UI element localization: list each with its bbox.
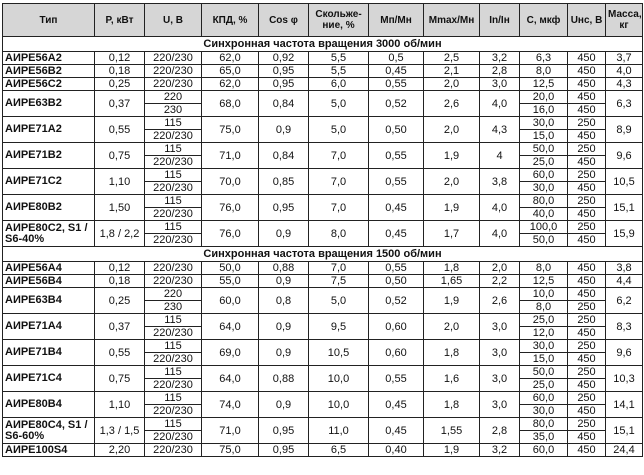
cos-phi-value: 0,9 [259, 275, 309, 288]
mass-value: 4,3 [606, 78, 643, 91]
start-torque-value: 0,45 [369, 65, 424, 78]
slip-value: 7,0 [309, 195, 369, 221]
voltage-value: 220/230 [145, 208, 202, 221]
voltage-value: 220/230 [145, 262, 202, 275]
table-body [3, 37, 643, 457]
motor-model: АИРЕ71В4 [3, 340, 95, 366]
power-value: 0,75 [95, 366, 145, 392]
slip-value: 7,5 [309, 275, 369, 288]
mass-value: 8,3 [606, 314, 643, 340]
cos-phi-value: 0,9 [259, 314, 309, 340]
voltage-value: 115 [145, 221, 202, 234]
table-row [3, 366, 643, 379]
max-torque-value: 1,9 [424, 288, 480, 314]
capacitance-value: 50,0 [520, 234, 568, 247]
mass-value: 15,1 [606, 418, 643, 444]
capacitor-voltage-value: 250 [568, 221, 606, 234]
col-header-capacitor-voltage: Uнс, В [568, 4, 606, 37]
capacitor-voltage-value: 250 [568, 169, 606, 182]
capacitor-voltage-value: 450 [568, 353, 606, 366]
start-current-value: 4,3 [480, 117, 520, 143]
mass-value: 3,8 [606, 262, 643, 275]
voltage-value: 220/230 [145, 431, 202, 444]
table-row [3, 117, 643, 130]
capacitance-value: 100,0 [520, 221, 568, 234]
mass-value: 8,9 [606, 117, 643, 143]
power-value: 2,20 [95, 444, 145, 457]
start-torque-value: 0,45 [369, 221, 424, 247]
start-torque-value: 0,45 [369, 195, 424, 221]
start-current-value: 2,0 [480, 262, 520, 275]
capacitance-value: 30,0 [520, 117, 568, 130]
mass-value: 6,2 [606, 288, 643, 314]
efficiency-value: 64,0 [202, 366, 259, 392]
slip-value: 5,0 [309, 91, 369, 117]
table-row [3, 65, 643, 78]
start-torque-value: 0,45 [369, 418, 424, 444]
voltage-value: 115 [145, 340, 202, 353]
efficiency-value: 65,0 [202, 65, 259, 78]
capacitor-voltage-value: 450 [568, 156, 606, 169]
start-current-value: 3,2 [480, 444, 520, 457]
capacitance-value: 25,0 [520, 314, 568, 327]
start-torque-value: 0,60 [369, 340, 424, 366]
table-row [3, 340, 643, 353]
capacitance-value: 15,0 [520, 130, 568, 143]
voltage-value: 115 [145, 366, 202, 379]
table-row [3, 195, 643, 208]
max-torque-value: 1,7 [424, 221, 480, 247]
start-current-value: 4,0 [480, 195, 520, 221]
voltage-value: 230 [145, 104, 202, 117]
max-torque-value: 1,8 [424, 392, 480, 418]
capacitor-voltage-value: 450 [568, 444, 606, 457]
slip-value: 5,5 [309, 65, 369, 78]
cos-phi-value: 0,84 [259, 143, 309, 169]
power-value: 1,3 / 1,5 [95, 418, 145, 444]
mass-value: 24,4 [606, 444, 643, 457]
start-current-value: 4,0 [480, 221, 520, 247]
capacitor-voltage-value: 250 [568, 117, 606, 130]
start-current-value: 4 [480, 143, 520, 169]
power-value: 1,10 [95, 392, 145, 418]
cos-phi-value: 0,95 [259, 444, 309, 457]
motor-model: АИРЕ71А4 [3, 314, 95, 340]
cos-phi-value: 0,88 [259, 366, 309, 392]
capacitance-value: 30,0 [520, 405, 568, 418]
capacitor-voltage-value: 250 [568, 418, 606, 431]
max-torque-value: 2,6 [424, 91, 480, 117]
capacitor-voltage-value: 250 [568, 301, 606, 314]
cos-phi-value: 0,8 [259, 288, 309, 314]
col-header-cos-phi: Cos φ [259, 4, 309, 37]
table-header [3, 4, 643, 37]
voltage-value: 115 [145, 195, 202, 208]
efficiency-value: 71,0 [202, 143, 259, 169]
capacitance-value: 60,0 [520, 444, 568, 457]
voltage-value: 220/230 [145, 52, 202, 65]
capacitance-value: 20,0 [520, 91, 568, 104]
col-header-voltage: U, В [145, 4, 202, 37]
power-value: 0,12 [95, 262, 145, 275]
voltage-value: 115 [145, 169, 202, 182]
mass-value: 4,0 [606, 65, 643, 78]
capacitor-voltage-value: 250 [568, 314, 606, 327]
voltage-value: 220/230 [145, 327, 202, 340]
max-torque-value: 2,1 [424, 65, 480, 78]
max-torque-value: 1,9 [424, 444, 480, 457]
cos-phi-value: 0,95 [259, 195, 309, 221]
start-torque-value: 0,55 [369, 262, 424, 275]
table-row [3, 143, 643, 156]
capacitance-value: 25,0 [520, 379, 568, 392]
col-header-slip: Скольже-ние, % [309, 4, 369, 37]
max-torque-value: 1,8 [424, 262, 480, 275]
capacitance-value: 60,0 [520, 169, 568, 182]
col-header-start-torque: Мп/Мн [369, 4, 424, 37]
col-header-start-current: In/Iн [480, 4, 520, 37]
voltage-value: 115 [145, 418, 202, 431]
cos-phi-value: 0,9 [259, 117, 309, 143]
efficiency-value: 76,0 [202, 195, 259, 221]
voltage-value: 220 [145, 91, 202, 104]
slip-value: 7,0 [309, 143, 369, 169]
start-current-value: 3,0 [480, 78, 520, 91]
table-row [3, 52, 643, 65]
capacitor-voltage-value: 250 [568, 340, 606, 353]
voltage-value: 220/230 [145, 379, 202, 392]
capacitance-value: 60,0 [520, 392, 568, 405]
capacitance-value: 40,0 [520, 208, 568, 221]
mass-value: 9,6 [606, 340, 643, 366]
power-value: 1,50 [95, 195, 145, 221]
slip-value: 9,5 [309, 314, 369, 340]
table-row [3, 221, 643, 234]
efficiency-value: 68,0 [202, 91, 259, 117]
efficiency-value: 62,0 [202, 52, 259, 65]
section-title: Синхронная частота вращения 3000 об/мин [3, 37, 643, 52]
start-torque-value: 0,55 [369, 143, 424, 169]
mass-value: 15,9 [606, 221, 643, 247]
voltage-value: 220/230 [145, 234, 202, 247]
efficiency-value: 75,0 [202, 444, 259, 457]
capacitance-value: 12,5 [520, 275, 568, 288]
mass-value: 10,3 [606, 366, 643, 392]
voltage-value: 220/230 [145, 182, 202, 195]
motor-model: АИРЕ71С4 [3, 366, 95, 392]
power-value: 0,18 [95, 65, 145, 78]
slip-value: 10,0 [309, 366, 369, 392]
capacitor-voltage-value: 450 [568, 431, 606, 444]
col-header-capacitance: С, мкф [520, 4, 568, 37]
power-value: 0,12 [95, 52, 145, 65]
max-torque-value: 1,6 [424, 366, 480, 392]
table-row [3, 275, 643, 288]
mass-value: 3,7 [606, 52, 643, 65]
table-row [3, 91, 643, 104]
start-current-value: 3,8 [480, 169, 520, 195]
capacitor-voltage-value: 450 [568, 182, 606, 195]
start-torque-value: 0,50 [369, 275, 424, 288]
capacitor-voltage-value: 450 [568, 78, 606, 91]
start-torque-value: 0,60 [369, 314, 424, 340]
table-row [3, 444, 643, 457]
max-torque-value: 1,8 [424, 340, 480, 366]
table-row [3, 392, 643, 405]
motor-model: АИРЕ56А4 [3, 262, 95, 275]
max-torque-value: 2,0 [424, 169, 480, 195]
power-value: 0,55 [95, 340, 145, 366]
cos-phi-value: 0,88 [259, 262, 309, 275]
start-current-value: 3,0 [480, 314, 520, 340]
table-row [3, 169, 643, 182]
voltage-value: 220/230 [145, 353, 202, 366]
start-torque-value: 0,50 [369, 117, 424, 143]
start-current-value: 2,8 [480, 65, 520, 78]
motor-model: АИРЕ71В2 [3, 143, 95, 169]
capacitor-voltage-value: 450 [568, 234, 606, 247]
efficiency-value: 64,0 [202, 314, 259, 340]
section-title: Синхронная частота вращения 1500 об/мин [3, 247, 643, 262]
motor-spec-table [2, 3, 643, 457]
power-value: 0,18 [95, 275, 145, 288]
col-header-type: Тип [3, 4, 95, 37]
mass-value: 15,1 [606, 195, 643, 221]
power-value: 0,55 [95, 117, 145, 143]
capacitor-voltage-value: 450 [568, 288, 606, 301]
slip-value: 8,0 [309, 221, 369, 247]
col-header-efficiency: КПД, % [202, 4, 259, 37]
efficiency-value: 76,0 [202, 221, 259, 247]
slip-value: 5,0 [309, 288, 369, 314]
voltage-value: 220/230 [145, 275, 202, 288]
power-value: 0,37 [95, 91, 145, 117]
power-value: 0,25 [95, 288, 145, 314]
cos-phi-value: 0,95 [259, 418, 309, 444]
capacitor-voltage-value: 250 [568, 195, 606, 208]
power-value: 0,25 [95, 78, 145, 91]
capacitor-voltage-value: 450 [568, 379, 606, 392]
start-torque-value: 0,5 [369, 52, 424, 65]
section-header-row [3, 37, 643, 52]
capacitance-value: 50,0 [520, 366, 568, 379]
capacitance-value: 8,0 [520, 301, 568, 314]
cos-phi-value: 0,9 [259, 340, 309, 366]
mass-value: 10,5 [606, 169, 643, 195]
start-current-value: 2,6 [480, 288, 520, 314]
max-torque-value: 1,9 [424, 195, 480, 221]
capacitance-value: 30,0 [520, 182, 568, 195]
start-current-value: 4,0 [480, 91, 520, 117]
slip-value: 11,0 [309, 418, 369, 444]
capacitor-voltage-value: 450 [568, 275, 606, 288]
motor-model: АИРЕ63В4 [3, 288, 95, 314]
start-torque-value: 0,55 [369, 78, 424, 91]
voltage-value: 220/230 [145, 130, 202, 143]
capacitance-value: 25,0 [520, 156, 568, 169]
col-header-max-torque: Mmax/Мн [424, 4, 480, 37]
voltage-value: 220/230 [145, 405, 202, 418]
capacitance-value: 30,0 [520, 340, 568, 353]
power-value: 1,8 / 2,2 [95, 221, 145, 247]
motor-model: АИРЕ80В4 [3, 392, 95, 418]
start-torque-value: 0,52 [369, 91, 424, 117]
voltage-value: 115 [145, 143, 202, 156]
capacitor-voltage-value: 450 [568, 65, 606, 78]
power-value: 0,75 [95, 143, 145, 169]
motor-model: АИРЕ56В4 [3, 275, 95, 288]
start-torque-value: 0,52 [369, 288, 424, 314]
slip-value: 5,0 [309, 117, 369, 143]
power-value: 1,10 [95, 169, 145, 195]
max-torque-value: 2,0 [424, 78, 480, 91]
motor-model: АИРЕ56С2 [3, 78, 95, 91]
start-torque-value: 0,55 [369, 366, 424, 392]
max-torque-value: 1,9 [424, 143, 480, 169]
table-row [3, 78, 643, 91]
capacitor-voltage-value: 450 [568, 262, 606, 275]
motor-model: АИРЕ71С2 [3, 169, 95, 195]
max-torque-value: 1,55 [424, 418, 480, 444]
col-header-mass: Масса, кг [606, 4, 643, 37]
efficiency-value: 60,0 [202, 288, 259, 314]
power-value: 0,37 [95, 314, 145, 340]
slip-value: 7,0 [309, 169, 369, 195]
voltage-value: 220/230 [145, 444, 202, 457]
capacitance-value: 80,0 [520, 195, 568, 208]
voltage-value: 220/230 [145, 65, 202, 78]
motor-model: АИРЕ100S4 [3, 444, 95, 457]
motor-model: АИРЕ80С2, S1 / S6-40% [3, 221, 95, 247]
motor-model: АИРЕ56А2 [3, 52, 95, 65]
capacitor-voltage-value: 250 [568, 143, 606, 156]
start-current-value: 3,0 [480, 340, 520, 366]
cos-phi-value: 0,85 [259, 169, 309, 195]
capacitor-voltage-value: 450 [568, 91, 606, 104]
cos-phi-value: 0,95 [259, 65, 309, 78]
slip-value: 10,0 [309, 392, 369, 418]
capacitor-voltage-value: 450 [568, 208, 606, 221]
capacitor-voltage-value: 450 [568, 327, 606, 340]
cos-phi-value: 0,84 [259, 91, 309, 117]
start-current-value: 2,8 [480, 418, 520, 444]
capacitance-value: 50,0 [520, 143, 568, 156]
table-row [3, 262, 643, 275]
capacitance-value: 15,0 [520, 353, 568, 366]
slip-value: 6,0 [309, 78, 369, 91]
motor-model: АИРЕ80С4, S1 / S6-60% [3, 418, 95, 444]
mass-value: 14,1 [606, 392, 643, 418]
capacitance-value: 35,0 [520, 431, 568, 444]
voltage-value: 220 [145, 288, 202, 301]
capacitance-value: 12,0 [520, 327, 568, 340]
capacitance-value: 12,5 [520, 78, 568, 91]
voltage-value: 220/230 [145, 156, 202, 169]
capacitor-voltage-value: 450 [568, 130, 606, 143]
motor-model: АИРЕ56В2 [3, 65, 95, 78]
slip-value: 6,5 [309, 444, 369, 457]
motor-model: АИРЕ63В2 [3, 91, 95, 117]
mass-value: 9,6 [606, 143, 643, 169]
mass-value: 6,3 [606, 91, 643, 117]
start-current-value: 3,2 [480, 52, 520, 65]
capacitor-voltage-value: 450 [568, 104, 606, 117]
start-current-value: 2,2 [480, 275, 520, 288]
efficiency-value: 50,0 [202, 262, 259, 275]
max-torque-value: 2,0 [424, 314, 480, 340]
slip-value: 10,5 [309, 340, 369, 366]
start-current-value: 3,0 [480, 366, 520, 392]
capacitor-voltage-value: 250 [568, 392, 606, 405]
efficiency-value: 71,0 [202, 418, 259, 444]
motor-model: АИРЕ71А2 [3, 117, 95, 143]
capacitor-voltage-value: 450 [568, 52, 606, 65]
voltage-value: 115 [145, 117, 202, 130]
slip-value: 5,5 [309, 52, 369, 65]
table-row [3, 314, 643, 327]
capacitance-value: 6,3 [520, 52, 568, 65]
max-torque-value: 1,65 [424, 275, 480, 288]
max-torque-value: 2,0 [424, 117, 480, 143]
efficiency-value: 74,0 [202, 392, 259, 418]
capacitance-value: 8,0 [520, 262, 568, 275]
mass-value: 4,4 [606, 275, 643, 288]
capacitance-value: 80,0 [520, 418, 568, 431]
efficiency-value: 55,0 [202, 275, 259, 288]
table-row [3, 418, 643, 431]
capacitor-voltage-value: 250 [568, 366, 606, 379]
cos-phi-value: 0,95 [259, 78, 309, 91]
max-torque-value: 2,5 [424, 52, 480, 65]
voltage-value: 115 [145, 392, 202, 405]
start-current-value: 3,0 [480, 392, 520, 418]
motor-model: АИРЕ80В2 [3, 195, 95, 221]
capacitance-value: 8,0 [520, 65, 568, 78]
efficiency-value: 70,0 [202, 169, 259, 195]
start-torque-value: 0,40 [369, 444, 424, 457]
table-row [3, 288, 643, 301]
start-torque-value: 0,45 [369, 392, 424, 418]
voltage-value: 220/230 [145, 78, 202, 91]
capacitance-value: 16,0 [520, 104, 568, 117]
capacitance-value: 10,0 [520, 288, 568, 301]
efficiency-value: 69,0 [202, 340, 259, 366]
slip-value: 7,0 [309, 262, 369, 275]
capacitor-voltage-value: 450 [568, 405, 606, 418]
col-header-power: P, кВт [95, 4, 145, 37]
cos-phi-value: 0,9 [259, 392, 309, 418]
efficiency-value: 75,0 [202, 117, 259, 143]
voltage-value: 115 [145, 314, 202, 327]
voltage-value: 230 [145, 301, 202, 314]
start-torque-value: 0,55 [369, 169, 424, 195]
section-header-row [3, 247, 643, 262]
efficiency-value: 62,0 [202, 78, 259, 91]
cos-phi-value: 0,92 [259, 52, 309, 65]
cos-phi-value: 0,9 [259, 221, 309, 247]
